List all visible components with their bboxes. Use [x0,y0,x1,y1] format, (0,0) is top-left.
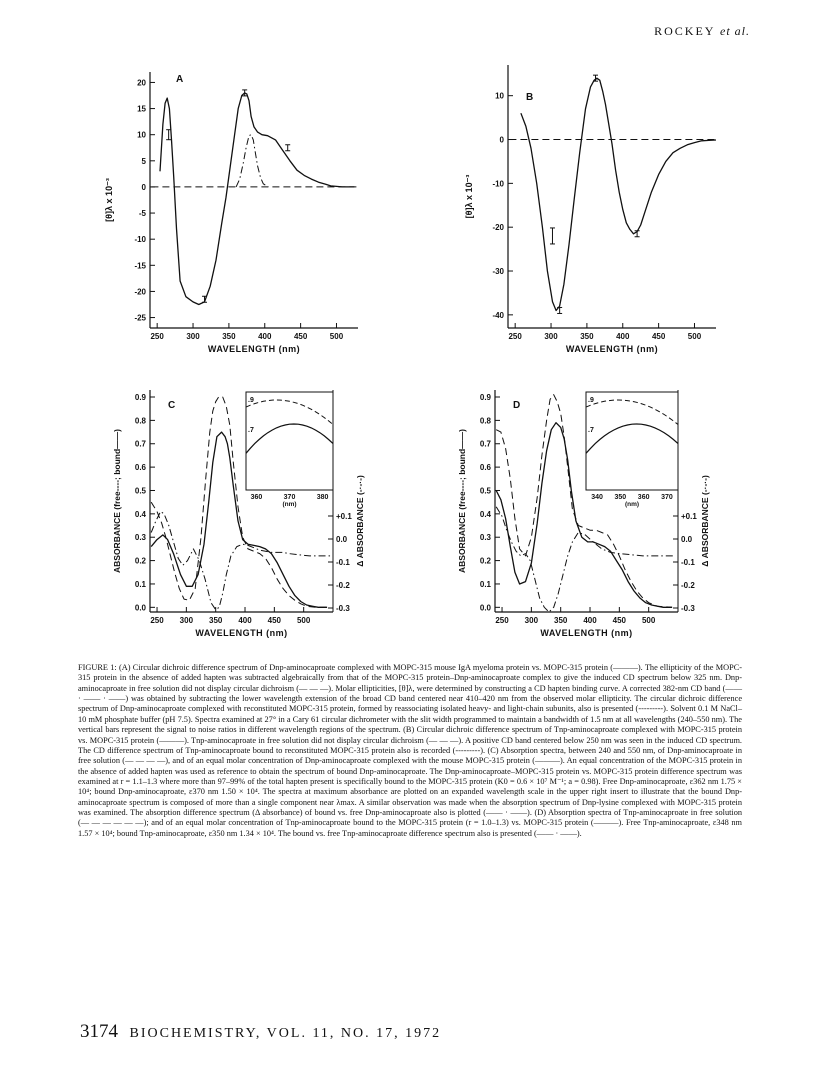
x-axis-label: WAVELENGTH (nm) [565,344,659,354]
x-tick-label: 300 [544,332,558,341]
y-tick-label: -40 [492,310,504,320]
y-tick-label: -30 [492,267,504,277]
right-tick-label: -0.2 [336,581,350,590]
right-axis-label: Δ ABSORBANCE (-·-·-) [700,475,710,567]
cd-chart-a [100,60,360,370]
inset-axis-label: (nm) [624,501,640,508]
x-tick-label: 250 [508,332,522,341]
x-tick-label: 500 [687,332,702,341]
x-tick-label: 350 [222,332,236,341]
inset-tick-label: 350 [614,494,627,501]
inset-frame [246,392,333,490]
y-tick-label: 0.5 [134,486,146,496]
y-axis-label: [θ]λ x 10⁻³ [464,174,474,219]
y-tick-label: 0.6 [479,463,491,473]
right-tick-label: -0.1 [336,558,350,567]
x-tick-label: 450 [267,616,282,625]
inset-frame [586,392,678,490]
figure-panel-c [100,380,365,655]
right-tick-label: 0.0 [336,535,348,544]
x-tick-label: 450 [612,616,627,625]
y-axis-label: [θ]λ x 10⁻³ [104,178,114,222]
x-tick-label: 250 [150,616,164,625]
header-authors: ROCKEY [654,24,715,38]
x-tick-label: 500 [641,616,656,625]
y-tick-label: -5 [138,209,146,219]
right-tick-label: +0.1 [681,512,697,521]
series-line-difference [496,507,675,612]
journal-line: BIOCHEMISTRY, VOL. 11, NO. 17, 1972 [129,1026,442,1041]
right-tick-label: -0.2 [681,581,695,590]
x-tick-label: 400 [583,616,597,625]
x-tick-label: 400 [238,616,252,625]
right-tick-label: -0.1 [681,558,695,567]
right-tick-label: +0.1 [336,512,352,521]
inset-label-9: .9 [588,397,594,404]
y-tick-label: 0.7 [134,439,146,449]
y-tick-label: 0.0 [134,603,146,613]
x-tick-label: 250 [150,332,164,341]
series-line-solid [521,78,716,310]
panel-label: D [513,400,521,411]
y-tick-label: 10 [137,130,146,140]
y-tick-label: -10 [492,179,504,189]
y-tick-label: -10 [134,235,146,245]
y-tick-label: 20 [137,78,146,88]
y-tick-label: -20 [492,223,504,233]
y-tick-label: 0.3 [479,533,491,543]
absorbance-chart-d [445,380,725,655]
series-line-solid [160,93,354,305]
inset-label-9: .9 [248,397,254,404]
right-tick-label: 0.0 [681,535,693,544]
y-tick-label: 0.8 [134,416,146,426]
x-tick-label: 300 [186,332,200,341]
x-tick-label: 450 [651,332,666,341]
x-tick-label: 400 [258,332,272,341]
y-tick-label: 10 [495,91,504,101]
page-number: 3174 [80,1021,118,1042]
x-tick-label: 300 [524,616,539,625]
y-tick-label: 0.9 [479,393,491,403]
x-tick-label: 350 [554,616,568,625]
y-tick-label: 5 [141,156,146,166]
y-tick-label: 0.6 [134,463,146,473]
y-axis-label: ABSORBANCE (free----; bound——) [112,428,122,574]
figure-panel-a [100,60,360,370]
x-tick-label: 400 [616,332,630,341]
y-tick-label: 0.2 [134,556,146,566]
y-tick-label: 0 [499,135,504,145]
y-tick-label: 0.0 [479,603,491,613]
inset-tick-label: 340 [591,494,603,501]
y-tick-label: 0.1 [479,579,491,589]
y-tick-label: 0 [141,182,146,192]
x-tick-label: 500 [296,616,311,625]
y-tick-label: 0.4 [134,509,146,519]
panel-label: C [168,400,176,411]
right-axis-label: Δ ABSORBANCE (-·-·-) [355,475,365,567]
x-axis-label: WAVELENGTH (nm) [540,628,633,638]
inset-tick-label: 380 [316,494,329,501]
x-tick-label: 250 [495,616,509,625]
x-tick-label: 450 [293,332,308,341]
inset-tick-label: 360 [250,494,263,501]
y-tick-label: -25 [134,313,146,323]
series-line-dash-dot [236,135,268,187]
inset-tick-label: 370 [283,494,296,501]
right-tick-label: -0.3 [681,604,695,613]
figure-panel-b [464,60,730,370]
page-footer [80,1021,441,1043]
y-tick-label: 0.5 [479,486,491,496]
series-line-difference [151,512,330,610]
x-tick-label: 300 [179,616,194,625]
right-tick-label: -0.3 [336,604,350,613]
y-tick-label: 0.7 [479,439,491,449]
figure-panel-d [445,380,725,655]
inset-axis-label: (nm) [282,501,297,508]
y-tick-label: 0.8 [479,416,491,426]
figure-caption [78,663,742,839]
inset-tick-label: 370 [661,494,673,501]
x-tick-label: 500 [329,332,344,341]
inset-tick-label: 360 [637,494,650,501]
y-tick-label: -20 [134,287,146,297]
y-tick-label: 0.4 [479,509,491,519]
y-tick-label: 0.3 [134,533,146,543]
cd-chart-b [464,60,730,370]
x-axis-label: WAVELENGTH (nm) [195,628,288,638]
absorbance-chart-c [100,380,365,655]
panel-label: A [176,74,184,85]
y-tick-label: 0.9 [134,393,146,403]
caption-text: FIGURE 1: (A) Circular dichroic difference spectrum of Dnp-aminocaproate complexed with MOPC-315 mouse IgA myeloma protein vs. MOPC-315 protein (———). The ellipticity of the MOPC-315 protein in the absence of added hapten was subtracted algebraically from that of the MOPC-315 protein–Dnp-aminocaproate complex to give the induced CD spectrum below 325 nm. Dnp-aminocaproate in free solution did not display circular dichroism (— — —). Molar ellipticities, [θ]λ, were determined by constructing a CD hapten binding curve. A corrected 382-nm CD band (—— · —— · ——) was obtained by subtracting the lower wavelength extension of the broad CD band centered near 410–420 nm from the observed molar ellipticity. The circular dichroic difference spectrum of Dnp-aminocaproate complexed with reconstituted MOPC-315 protein, formed by reassociating isolated heavy- and light-chain subunits, also is presented (---------). Solvent 0.1 M NaCl–10 mM phosphate buffer (pH 7.5). Spectra examined at 27° in a Cary 61 circular dichrometer with the slit width programmed to maintain a bandwidth of 1.5 nm at all wavelengths (240–550 nm). The vertical bars represent the signal to noise ratios in different wavelength regions of the spectrum. (B) Circular dichroic difference spectrum of Tnp-aminocaproate complexed with MOPC-315 protein vs. MOPC-315 protein (———). Tnp-aminocaproate in free solution did not display circular dichroism (— — —). A positive CD band centered below 250 nm was seen in the induced CD spectrum. The CD difference spectrum of Tnp-aminocaproate bound to reconstituted MOPC-315 protein also is recorded (---------). (C) Absorption spectra, between 240 and 550 nm, of Dnp-aminocaproate in free solution (— — — —), and of an equal molar concentration of Dnp-aminocaproate complexed with the mouse MOPC-315 protein (———). An equal concentration of the MOPC-315 protein in the absence of added hapten was used as reference to obtain the spectrum of bound Dnp-aminocaproate. The Dnp-aminocaproate–MOPC-315 protein vs. MOPC-315 protein difference spectrum was examined at r = 1.1–1.3 where more than 97–99% of the total hapten present is specifically bound to the MOPC-315 protein (K0 = 0.6 × 10⁷ M⁻¹; a = 0.98). Free Dnp-aminocaproate, ε362 nm 1.75 × 10⁴; bound Dnp-aminocaproate, ε370 nm 1.50 × 10⁴. The spectra at maximum absorbance are plotted on an expanded wavelength scale in the upper right insert to illustrate that the bound Dnp-aminocaproate spectrum is composed of more than a single component near λmax. A similar observation was made when the absorption spectrum of Dnp-lysine complexed with MOPC-315 protein was examined. The absorption difference spectrum (Δ absorbance) of bound vs. free Dnp-aminocaproate also is plotted (—— · ——). (D) Absorption spectra of Tnp-aminocaproate in free solution (— — — — — —); and of an equal molar concentration of Tnp-aminocaproate bound to the MOPC-315 protein (r = 1.0–1.3) vs. MOPC-315 protein (———). Free Tnp-aminocaproate, ε348 nm 1.57 × 10⁴; bound Tnp-aminocaproate, ε350 nm 1.34 × 10⁴. The bound vs. free Tnp-aminocaproate difference spectrum also is presented (—— · ——). [78,663,742,838]
y-tick-label: 0.1 [134,579,146,589]
panel-label: B [526,92,534,103]
y-tick-label: 0.2 [479,556,491,566]
inset-label-7: .7 [248,427,254,434]
inset-label-7: .7 [588,427,594,434]
x-tick-label: 350 [580,332,594,341]
x-tick-label: 350 [209,616,223,625]
running-header [654,24,750,39]
y-tick-label: 15 [137,104,146,114]
y-tick-label: -15 [134,261,146,271]
y-axis-label: ABSORBANCE (free----; bound——) [457,428,467,574]
x-axis-label: WAVELENGTH (nm) [207,344,301,354]
header-etal: et al. [720,24,750,38]
